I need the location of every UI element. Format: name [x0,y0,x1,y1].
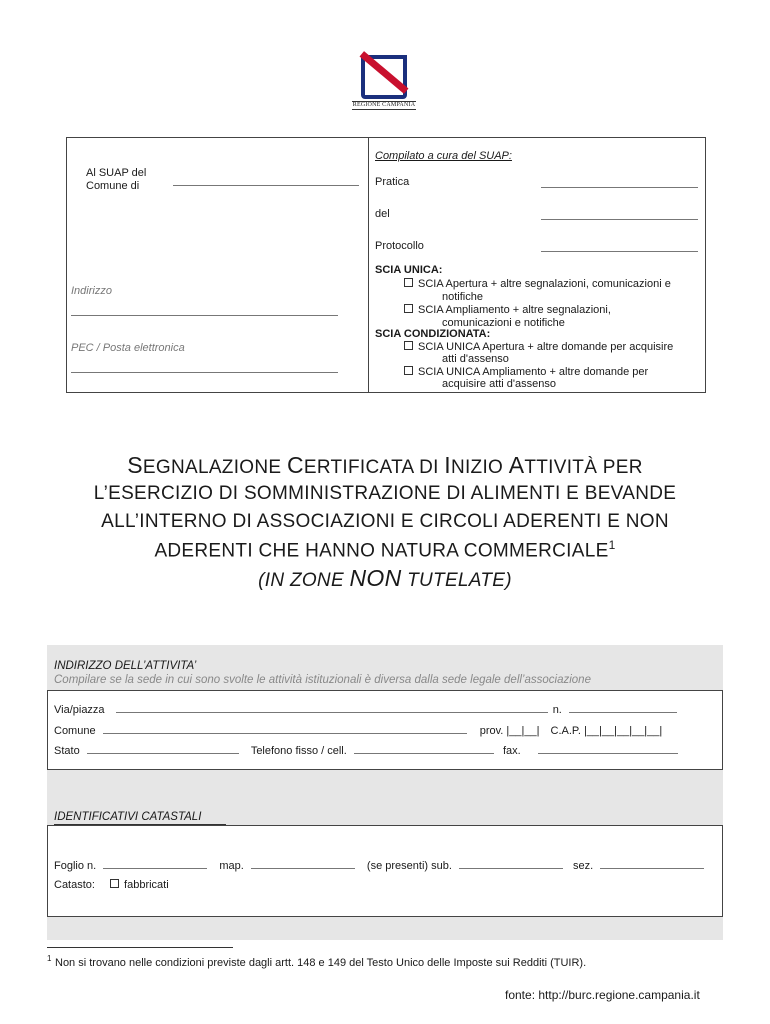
fabbricati-option[interactable]: fabbricati [124,879,169,891]
checkbox-icon[interactable] [404,341,413,350]
footnote-text: Non si trovano nelle condizioni previste dagli artt. 148 e 149 del Testo Unico delle Imposte sui Redditi (TUIR). [55,957,587,969]
catasto-row: Catasto: fabbricati [54,879,169,891]
comune-activity-field[interactable] [103,724,467,734]
suap-heading: Compilato a cura del SUAP: [375,150,512,162]
scia-cond-option-1-cont: atti d'assenso [442,353,509,365]
protocollo-label: Protocollo [375,240,424,252]
document-title-line1: SEGNALAZIONE CERTIFICATA DI INIZIO ATTIVITÀ PER [127,452,643,478]
scia-unica-heading: SCIA UNICA: [375,264,443,276]
scia-cond-option-2[interactable]: SCIA UNICA Ampliamento + altre domande per [404,366,648,378]
pec-label: PEC / Posta elettronica [71,342,185,354]
footnote-number: 1 [47,954,52,963]
footnote-separator [47,947,233,948]
subalterno-field[interactable] [459,859,563,869]
scia-condizionata-heading: SCIA CONDIZIONATA: [375,328,491,340]
stato-field[interactable] [87,744,239,754]
protocollo-field[interactable] [541,250,698,252]
pratica-label: Pratica [375,176,410,188]
prov-field[interactable]: prov. |__|__| [479,725,540,737]
foglio-row: Foglio n. map. (se presenti) sub. sez. [54,859,704,872]
stato-row: Stato Telefono fisso / cell. fax. [54,744,678,757]
address-field[interactable] [71,314,338,316]
document-title-line4: ADERENTI CHE HANNO NATURA COMMERCIALE$^1$ [154,538,616,562]
checkbox-icon[interactable] [404,278,413,287]
fax-field[interactable] [538,744,678,754]
regione-campania-logo [352,55,416,111]
document-title-line5: (IN ZONE NON TUTELATE) [258,565,512,591]
address-section-note: Compilare se la sede in cui sono svolte le attività istituzionali è diversa dalla sede legale dell’associazione [54,674,591,686]
document-title-line3: ALL’INTERNO DI ASSOCIAZIONI E CIRCOLI ADERENTI E NON [101,511,669,532]
checkbox-icon[interactable] [404,304,413,313]
numero-field[interactable] [569,703,677,713]
checkbox-icon[interactable] [110,879,119,888]
logo-caption: REGIONE CAMPANIA [352,102,416,108]
scia-cond-option-1[interactable]: SCIA UNICA Apertura + altre domande per acquisire [404,341,673,353]
scia-unica-option-1[interactable]: SCIA Apertura + altre segnalazioni, comunicazioni e [404,278,671,290]
pec-field[interactable] [71,371,338,373]
pratica-field[interactable] [541,186,698,188]
source-link[interactable]: fonte: http://burc.regione.campania.it [505,988,700,1002]
comune-field[interactable] [173,184,359,186]
del-label: del [375,208,390,220]
address-section-heading: INDIRIZZO DELL’ATTIVITA’ [54,660,197,672]
via-field[interactable] [116,703,548,713]
via-row: Via/piazza n. [54,703,677,716]
telefono-field[interactable] [354,744,494,754]
scia-unica-option-1-cont: notifiche [442,291,483,303]
coat-of-arms-icon [361,55,407,99]
header-divider [368,137,369,393]
foglio-field[interactable] [103,859,207,869]
scia-unica-option-2[interactable]: SCIA Ampliamento + altre segnalazioni, [404,304,611,316]
cap-field[interactable]: C.A.P. |__|__|__|__|__| [550,725,663,737]
mappale-field[interactable] [251,859,355,869]
del-field[interactable] [541,218,698,220]
document-title-line2: L’ESERCIZIO DI SOMMINISTRAZIONE DI ALIMENTI E BEVANDE [93,483,677,504]
scia-unica-option-2-cont: comunicazioni e notifiche [442,317,565,329]
scia-cond-option-2-cont: acquisire atti d'assenso [442,378,556,390]
checkbox-icon[interactable] [404,366,413,375]
catasto-section-heading: IDENTIFICATIVI CATASTALI [54,811,202,823]
address-label: Indirizzo [71,285,112,297]
recipient-line2: Comune di [86,180,140,192]
recipient-line1: Al SUAP del [86,167,147,179]
sezione-field[interactable] [600,859,704,869]
comune-row: Comune prov. |__|__| C.A.P. |__|__|__|__|__| [54,725,663,737]
